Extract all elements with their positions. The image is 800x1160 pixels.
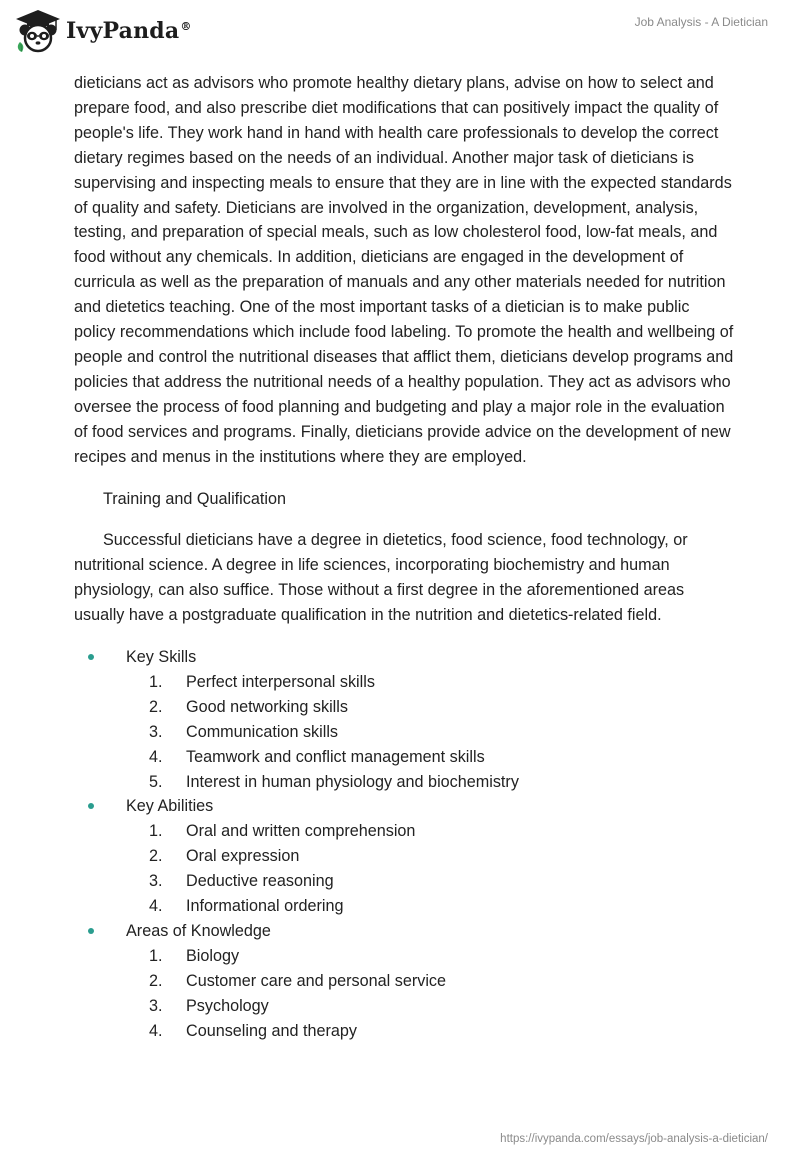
numbered-list	[126, 670, 734, 795]
list-item-text: Deductive reasoning	[186, 872, 334, 891]
list-item-text: Customer care and personal service	[186, 971, 447, 990]
section-heading: Training and Qualification	[103, 489, 286, 508]
list-item	[74, 944, 734, 969]
source-url-link[interactable]: https://ivypanda.com/essays/job-analysis-a-dietician/	[500, 1133, 768, 1145]
numbered-list	[126, 819, 734, 919]
list-item-text: Oral and written comprehension	[186, 822, 416, 841]
body-paragraph: Successful dieticians have a degree in dietetics, food science, food technology, or nutritional science. A degree in life sciences, incorporating biochemistry and human physiology, can also suffice. Those without a first degree in the aforementioned areas usually have a postgraduate qualification in the nutrition and dietetics-related field.	[74, 531, 688, 625]
list-item-text: Informational ordering	[186, 897, 344, 916]
list-item-number: 5.	[149, 772, 163, 791]
list-item-number: 2.	[149, 971, 163, 990]
list-item	[74, 819, 734, 844]
list-section-areas-of-knowledge	[74, 919, 734, 1044]
panda-graduate-icon	[14, 8, 62, 54]
list-item-text: Good networking skills	[186, 697, 348, 716]
list-section-key-skills	[74, 645, 734, 794]
list-item-number: 1.	[149, 822, 163, 841]
brand-name: IvyPanda®	[66, 18, 192, 44]
list-item-text: Teamwork and conflict management skills	[186, 747, 485, 766]
list-item-number: 1.	[149, 946, 163, 965]
list-item-number: 1.	[149, 672, 163, 691]
list-item-number: 4.	[149, 747, 163, 766]
list-item-number: 2.	[149, 697, 163, 716]
page-header	[0, 0, 800, 64]
list-item-text: Interest in human physiology and biochemistry	[186, 772, 519, 791]
numbered-list	[126, 944, 734, 1044]
list-item	[74, 770, 734, 795]
list-item	[74, 994, 734, 1019]
document-body	[74, 71, 734, 1044]
bullet-icon	[88, 654, 94, 660]
list-item	[74, 720, 734, 745]
ivypanda-logo[interactable]	[14, 8, 192, 54]
list-item-text: Biology	[186, 946, 240, 965]
list-item-number: 2.	[149, 847, 163, 866]
list-item-text: Psychology	[186, 996, 269, 1015]
list-item-number: 4.	[149, 897, 163, 916]
list-item-text: Perfect interpersonal skills	[186, 672, 375, 691]
body-paragraph: dieticians act as advisors who promote healthy dietary plans, advise on how to select and prepare food, and also prescribe diet modifications that can positively impact the quality of people's life. They work hand in hand with health care professionals to develop the correct dietary regimes based on the needs of an individual. Another major task of dieticians is supervising and inspecting meals to ensure that they are in line with the expected standards of quality and safety. Dieticians are involved in the organization, development, analysis, testing, and preparation of special meals, such as low cholesterol food, low-fat meals, and food without any chemicals. In addition, dieticians are engaged in the development of curricula as well as the preparation of manuals and any other materials needed for nutrition and dietetics teaching. One of the most important tasks of a dietician is to make public policy recommendations which include food labeling. To promote the health and wellbeing of people and control the nutritional diseases that afflict them, dieticians develop programs and policies that address the nutritional needs of a healthy population. They act as advisors who oversee the process of food planning and budgeting and play a major role in the evaluation of food services and programs. Finally, dieticians provide advice on the development of new recipes and menus in the institutions where they are employed.	[74, 74, 734, 466]
list-item	[74, 745, 734, 770]
list-item-text: Counseling and therapy	[186, 1021, 357, 1040]
list-section-key-abilities	[74, 794, 734, 919]
list-item	[74, 894, 734, 919]
list-section-title: Key Abilities	[126, 797, 214, 816]
list-section-title: Key Skills	[126, 648, 197, 667]
list-item-number: 3.	[149, 722, 163, 741]
list-section-title: Areas of Knowledge	[126, 922, 271, 940]
list-item-text: Communication skills	[186, 722, 339, 741]
list-item	[74, 695, 734, 720]
bullet-icon	[88, 928, 94, 934]
document-title: Job Analysis - A Dietician	[634, 15, 768, 29]
bullet-icon	[88, 803, 94, 809]
list-item	[74, 869, 734, 894]
list-item	[74, 969, 734, 994]
list-item-text: Oral expression	[186, 847, 300, 866]
list-item	[74, 844, 734, 869]
list-item	[74, 670, 734, 695]
list-item	[74, 1019, 734, 1044]
trademark-symbol: ®	[180, 19, 192, 33]
bullet-list	[74, 645, 734, 1044]
list-item-number: 3.	[149, 996, 163, 1015]
list-item-number: 3.	[149, 872, 163, 891]
list-item-number: 4.	[149, 1021, 163, 1040]
